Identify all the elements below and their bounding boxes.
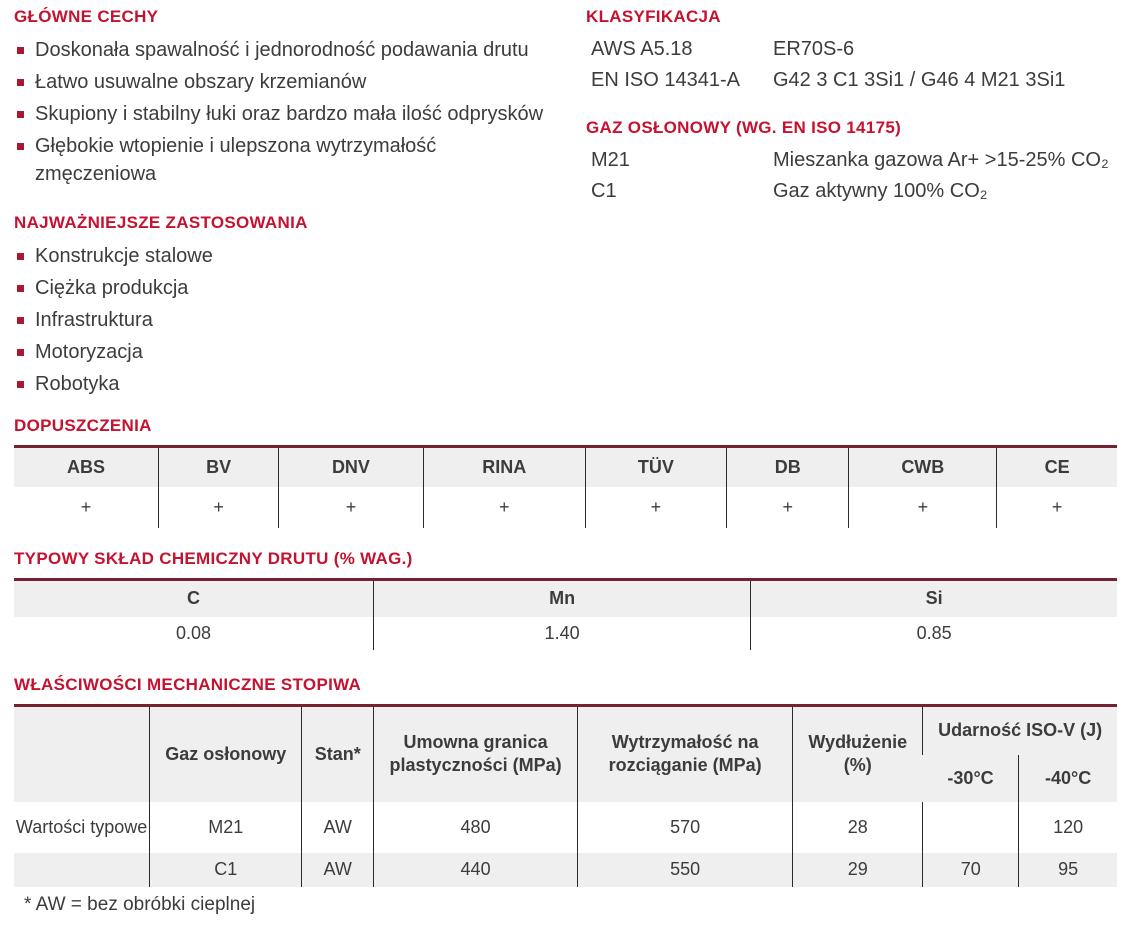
table-cell: 570 bbox=[578, 802, 793, 853]
column-header: Mn bbox=[374, 579, 751, 617]
mechanical-data-row bbox=[14, 853, 1117, 887]
table-cell: M21 bbox=[150, 802, 302, 853]
column-header: Gaz osłonowy bbox=[150, 706, 302, 802]
column-header: RINA bbox=[423, 447, 585, 487]
row-label bbox=[14, 853, 150, 887]
table-cell: 70 bbox=[923, 853, 1019, 887]
approvals-title: DOPUSZCZENIA bbox=[14, 416, 152, 435]
mechanical-properties-section bbox=[14, 675, 1117, 916]
column-header-impact: Udarność ISO-V (J) bbox=[923, 706, 1117, 755]
approvals-section bbox=[14, 416, 1117, 528]
application-text: Konstrukcje stalowe bbox=[35, 245, 213, 267]
footnote: * AW = bez obróbki cieplnej bbox=[24, 893, 256, 915]
list-item bbox=[14, 370, 562, 398]
list-item bbox=[14, 36, 562, 64]
applications-section bbox=[14, 213, 562, 398]
list-item bbox=[14, 100, 562, 128]
approvals-value-row bbox=[14, 487, 1117, 528]
column-header: Si bbox=[751, 579, 1117, 617]
column-header: BV bbox=[158, 447, 278, 487]
shielding-gas-row bbox=[586, 147, 1117, 174]
features-list bbox=[14, 36, 562, 188]
features-section bbox=[14, 7, 562, 188]
application-text: Motoryzacja bbox=[35, 341, 143, 363]
column-header: Stan* bbox=[302, 706, 374, 802]
column-header: Umowna granica plastyczności (MPa) bbox=[374, 706, 578, 802]
table-cell: 120 bbox=[1019, 802, 1117, 853]
table-cell bbox=[923, 802, 1019, 853]
classification-row bbox=[586, 36, 1117, 63]
classification-row bbox=[586, 67, 1117, 94]
classification-label: EN ISO 14341-A bbox=[591, 69, 740, 91]
table-cell: + bbox=[727, 487, 849, 528]
column-header: DB bbox=[727, 447, 849, 487]
features-title: GŁÓWNE CECHY bbox=[14, 7, 159, 26]
chemical-composition-section bbox=[14, 549, 1117, 651]
feature-text: Doskonała spawalność i jednorodność podawania drutu bbox=[35, 39, 529, 61]
bullet-square-icon bbox=[17, 143, 24, 150]
bullet-square-icon bbox=[17, 253, 24, 260]
table-cell: 95 bbox=[1019, 853, 1117, 887]
feature-text: Skupiony i stabilny łuki oraz bardzo mała ilość odprysków bbox=[35, 103, 544, 125]
chemical-table bbox=[14, 578, 1117, 651]
shielding-gas-row bbox=[586, 178, 1117, 205]
gas-code: C1 bbox=[591, 180, 617, 202]
bullet-square-icon bbox=[17, 47, 24, 54]
shielding-gas-title: GAZ OSŁONOWY (WG. EN ISO 14175) bbox=[586, 118, 902, 137]
applications-list bbox=[14, 242, 562, 398]
column-header: CWB bbox=[849, 447, 997, 487]
list-item bbox=[14, 132, 562, 188]
table-cell: 29 bbox=[793, 853, 923, 887]
gas-code: M21 bbox=[591, 149, 630, 171]
mechanical-title: WŁAŚCIWOŚCI MECHANICZNE STOPIWA bbox=[14, 675, 362, 694]
column-header: ABS bbox=[14, 447, 158, 487]
approvals-table bbox=[14, 445, 1117, 528]
list-item bbox=[14, 68, 562, 96]
table-cell: + bbox=[997, 487, 1117, 528]
table-cell: 440 bbox=[374, 853, 578, 887]
list-item bbox=[14, 306, 562, 334]
application-text: Ciężka produkcja bbox=[35, 277, 189, 299]
bullet-square-icon bbox=[17, 79, 24, 86]
classification-value: ER70S-6 bbox=[773, 38, 855, 60]
gas-description: Gaz aktywny 100% CO₂ bbox=[773, 180, 988, 202]
table-cell: AW bbox=[302, 802, 374, 853]
table-cell: 480 bbox=[374, 802, 578, 853]
bullet-square-icon bbox=[17, 111, 24, 118]
table-cell: AW bbox=[302, 853, 374, 887]
column-subheader: -40°C bbox=[1019, 755, 1117, 802]
left-column bbox=[14, 7, 562, 402]
table-cell: + bbox=[158, 487, 278, 528]
column-header: Wytrzymałość na rozciąganie (MPa) bbox=[578, 706, 793, 802]
bullet-square-icon bbox=[17, 349, 24, 356]
table-cell: 550 bbox=[578, 853, 793, 887]
table-cell: C1 bbox=[150, 853, 302, 887]
list-item bbox=[14, 274, 562, 302]
application-text: Robotyka bbox=[35, 373, 120, 395]
list-item bbox=[14, 338, 562, 366]
classification-label: AWS A5.18 bbox=[591, 38, 693, 60]
column-header: C bbox=[14, 579, 374, 617]
classification-title: KLASYFIKACJA bbox=[586, 7, 721, 26]
column-header: CE bbox=[997, 447, 1117, 487]
chemical-value-row bbox=[14, 617, 1117, 650]
classification-value: G42 3 C1 3Si1 / G46 4 M21 3Si1 bbox=[773, 69, 1066, 91]
bullet-square-icon bbox=[17, 381, 24, 388]
table-cell: + bbox=[849, 487, 997, 528]
table-cell: 1.40 bbox=[374, 617, 751, 650]
feature-text: Łatwo usuwalne obszary krzemianów bbox=[35, 71, 367, 93]
mechanical-header-row bbox=[14, 706, 1117, 755]
row-label: Wartości typowe bbox=[14, 802, 150, 853]
list-item bbox=[14, 242, 562, 270]
shielding-gas-section bbox=[586, 118, 1117, 205]
column-header: Wydłużenie (%) bbox=[793, 706, 923, 802]
table-cell: 0.85 bbox=[751, 617, 1117, 650]
column-header: DNV bbox=[279, 447, 423, 487]
table-cell: + bbox=[279, 487, 423, 528]
table-cell: 0.08 bbox=[14, 617, 374, 650]
chemical-title: TYPOWY SKŁAD CHEMICZNY DRUTU (% WAG.) bbox=[14, 548, 413, 568]
row-label-header bbox=[14, 706, 150, 802]
table-cell: + bbox=[423, 487, 585, 528]
table-cell: + bbox=[14, 487, 158, 528]
mechanical-data-row bbox=[14, 802, 1117, 853]
gas-description: Mieszanka gazowa Ar+ >15-25% CO₂ bbox=[773, 149, 1109, 171]
right-column bbox=[586, 7, 1117, 402]
bullet-square-icon bbox=[17, 285, 24, 292]
table-cell: + bbox=[585, 487, 726, 528]
approvals-header-row bbox=[14, 447, 1117, 487]
mechanical-table bbox=[14, 704, 1117, 887]
application-text: Infrastruktura bbox=[35, 309, 153, 331]
column-header: TÜV bbox=[585, 447, 726, 487]
column-subheader: -30°C bbox=[923, 755, 1019, 802]
chemical-header-row bbox=[14, 579, 1117, 617]
table-cell: 28 bbox=[793, 802, 923, 853]
top-two-column-area bbox=[14, 7, 1117, 402]
feature-text: Głębokie wtopienie i ulepszona wytrzymałość zmęczeniowa bbox=[35, 135, 437, 185]
applications-title: NAJWAŻNIEJSZE ZASTOSOWANIA bbox=[14, 213, 308, 232]
bullet-square-icon bbox=[17, 317, 24, 324]
classification-section bbox=[586, 7, 1117, 94]
